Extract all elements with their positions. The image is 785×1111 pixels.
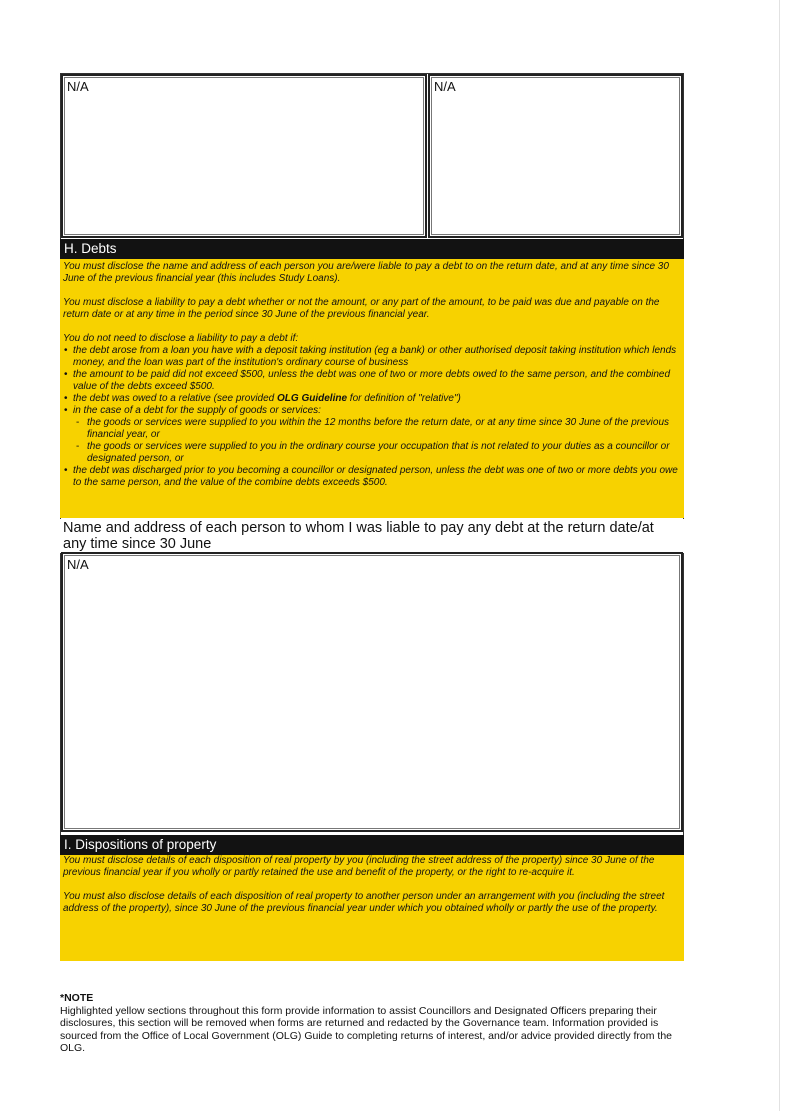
list-item — [63, 405, 681, 465]
section-header-dispositions: I. Dispositions of property — [60, 835, 684, 855]
debts-field[interactable] — [61, 552, 683, 832]
section-header-debts: H. Debts — [60, 239, 684, 259]
previous-section-right-field[interactable] — [428, 74, 683, 238]
list-item: • the debt was discharged prior to you becoming a councillor or designated person, unless the debt was one of two or more debts you owe to the same person, and the value of the combine debts exceeds $500. — [63, 465, 681, 489]
field-value: N/A — [67, 79, 89, 94]
footer-note — [60, 992, 684, 1055]
debts-intro: You do not need to disclose a liability to pay a debt if: — [63, 333, 299, 344]
page-edge — [779, 0, 780, 1111]
dispositions-para-1: You must disclose details of each disposition of real property by you (including the street address of the property) since 30 June of the previous financial year if you wholly or partly retained the use and benefit of the property, or the right to re-acquire it. — [63, 855, 655, 878]
bullet-text: the debt was owed to a relative (see provided — [73, 393, 278, 404]
field-value: N/A — [434, 79, 456, 94]
debts-para-1: You must disclose the name and address of each person you are/were liable to pay a debt to on the return date, and at any time since 30 June of the previous financial year (this includes Study Loans). — [63, 261, 669, 284]
debts-exemption-list — [63, 345, 681, 489]
bullet-text: for definition of "relative") — [347, 393, 461, 404]
bullet-text: in the case of a debt for the supply of goods or services: — [73, 405, 321, 416]
debts-para-2: You must disclose a liability to pay a debt whether or not the amount, or any part of the amount, to be paid was due and payable on the return date or at any time in the period since 30 June of the previous financial year. — [63, 297, 660, 320]
note-text: Highlighted yellow sections throughout this form provide information to assist Councillors and Designated Officers preparing their disclosures, this section will be removed when forms are returned and redacted by the Governance team. Information provided is sourced from the Office of Local Government (OLG) Guide to completing returns of interest, and/or advice provided directly from the OLG. — [60, 1004, 673, 1054]
debts-field-label: Name and address of each person to whom I was liable to pay any debt at the return date/at any time since 30 June — [60, 519, 684, 553]
sub-list-item: - the goods or services were supplied to you in the ordinary course your occupation that is not related to your duties as a councillor or designated person, or — [73, 441, 681, 465]
dispositions-para-2: You must also disclose details of each disposition of real property to another person under an arrangement with you (including the street address of the property), since 30 June of the previous financial year under which you obtained wholly or partly the use of the property. — [63, 891, 665, 914]
olg-guideline-ref: OLG Guideline — [277, 393, 348, 404]
dispositions-guidance — [60, 855, 684, 961]
list-item — [63, 393, 681, 405]
list-item: • the debt arose from a loan you have with a deposit taking institution (eg a bank) or other authorised deposit taking institution which lends money, and the loan was part of the institution's ordinary course of business — [63, 345, 681, 369]
previous-section-left-field[interactable] — [61, 74, 427, 238]
list-item: • the amount to be paid did not exceed $500, unless the debt was one of two or more debts owed to the same person, and the combined value of the debts exceed $500. — [63, 369, 681, 393]
goods-services-sublist — [73, 417, 681, 465]
sub-list-item: - the goods or services were supplied to you within the 12 months before the return date, or at any time since 30 June of the previous financial year, or — [73, 417, 681, 441]
field-value: N/A — [67, 557, 89, 572]
note-title: *NOTE — [60, 992, 94, 1004]
debts-guidance — [60, 259, 684, 518]
